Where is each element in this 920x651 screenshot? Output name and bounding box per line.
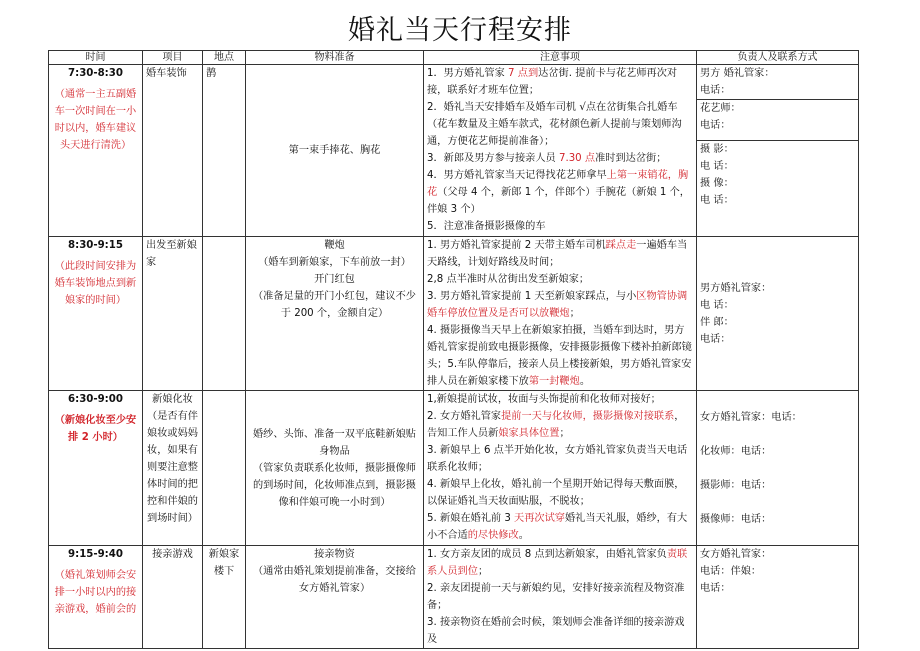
time-note: （通常一主五副婚车一次时间在一小时以内，婚车建议头天进行清洗） [54,89,137,151]
header-contacts: 负责人及联系方式 [697,51,859,65]
note-highlight: 责联系人员到位 [427,549,688,577]
materials-cell [246,237,424,391]
note-item [427,237,693,271]
header-time: 时间 [49,51,143,65]
contacts-cell [697,65,859,237]
note-highlight: 娘家具体位置 [498,428,560,439]
contact-line: 摄像师：电话： [700,513,772,525]
note-text: ； [559,428,570,439]
table-row [49,237,859,391]
note-text: 2. 亲友团提前一天与新娘约见，安排好接亲流程及物资准备； [427,583,685,611]
materials-cell [246,65,424,237]
materials-line: （管家负责联系化妆师，摄影摄像师的到场时间，化妆师准点到，摄影摄像和伴娘可晚一小时到） [253,462,416,508]
notes-cell [424,391,697,546]
note-item [427,546,693,580]
note-highlight: 踩点走 [605,240,637,251]
note-text: 4. 新娘早上化妆，婚礼前一个星期开始记得每天敷面膜，以保证婚礼当天妆面贴服，不脱妆； [427,479,685,507]
project-cell: 婚车装饰 [143,65,203,237]
location-cell: 新娘家楼下 [203,546,246,649]
location-cell [203,391,246,546]
note-text: 3. 接亲物资在婚前会时候，策划师会准备详细的接亲游戏及 [427,617,685,645]
header-project: 项目 [143,51,203,65]
contact-line: 男方婚礼管家： [700,282,772,294]
note-text: 1,新娘提前试妆，妆面与头饰提前和化妆师对接好； [427,394,661,405]
table-row [49,65,859,237]
contact-line: 化妆师：电话： [700,445,772,457]
note-text: ； [477,566,489,577]
note-text: 1. 男方婚礼管家提前 2 天带主婚车司机 [427,240,606,251]
note-highlight: 7 点到 [508,68,539,79]
note-text: 2,8 点半准时从岔街出发至新娘家； [427,274,590,285]
note-item [427,408,693,442]
contact-line: 电 话： [700,299,734,311]
note-highlight: 上第一束销花，胸花 [427,170,689,198]
contact-line: 男方 婚礼管家： [700,68,775,79]
time-range: 8:30-9:15 [68,240,123,251]
contact-line: 电话： [697,82,858,100]
time-range: 6:30-9:00 [68,394,123,405]
note-item [427,476,693,510]
contact-line: 电话：伴娘： [700,566,762,577]
note-item [427,322,693,390]
time-range: 7:30-8:30 [68,68,123,79]
location-cell [203,237,246,391]
time-cell [49,546,143,649]
note-highlight: 区物管协调婚车停放位置及是否可以放鞭炮 [427,291,688,319]
time-note: （新娘化妆至少安排 2 小时） [54,415,137,443]
materials-cell [246,546,424,649]
note-item [427,65,693,99]
contact-line: 电 话： [700,195,734,206]
note-item [427,218,693,235]
note-item [427,288,693,322]
notes-cell [424,237,697,391]
contact-line: 摄 影： [700,144,734,155]
note-highlight: 7.30 点 [558,153,596,164]
note-text: ； [569,308,580,319]
note-text: 1．男方婚礼管家 [427,68,509,79]
note-item [427,391,693,408]
location-cell: 鹊 [203,65,246,237]
materials-line: 开门红包 [314,274,355,285]
project-cell: 出发至新娘家 [143,237,203,391]
contact-line: 女方婚礼管家：电话： [700,411,802,423]
note-text: 。 [518,530,529,541]
materials-line: 鞭炮 [324,240,345,251]
note-item [427,614,693,648]
note-text: 5．注意准备摄影摄像的车 [427,221,546,232]
materials-line: 婚纱、头饰、准备一双平底鞋新娘贴身物品 [253,428,416,457]
table-row [49,546,859,649]
header-notes: 注意事项 [424,51,697,65]
note-text: 2．婚礼当天安排婚车及婚车司机 √点在岔街集合扎婚车（花车数量及主婚车款式，花材颜色新人提前与策划师沟通，方便花艺师提前准备）； [427,102,682,147]
note-item [427,580,693,614]
notes-cell [424,65,697,237]
note-text: 婚礼当天礼服，婚纱，有大小不合适 [427,513,688,541]
materials-line: 接亲物资 [314,549,355,560]
note-highlight: 提前一天与化妆师，摄影摄像对接联系 [501,411,675,422]
note-text: 。 [579,376,590,387]
note-item [427,150,693,167]
note-text: 准时到达岔街； [595,153,667,164]
contact-line: 女方婚礼管家： [700,549,772,560]
materials-line: （通常由婚礼策划提前准备，交接给女方婚礼管家） [253,566,416,594]
note-text: 1. 女方亲友团的成员 8 点到达新娘家，由婚礼管家负 [427,549,667,560]
materials-cell [246,391,424,546]
contacts-cell [697,546,859,649]
contact-line: 电 话： [700,161,734,172]
contacts-cell [697,391,859,546]
contacts-cell [697,237,859,391]
contact-line: 摄 像： [700,178,734,189]
note-text: 一遍婚车当天路线，计划好路线及时间； [427,240,688,268]
contact-line: 伴 郎： [700,316,734,328]
note-item [427,167,693,218]
time-cell [49,391,143,546]
note-highlight: 第一封鞭炮 [528,376,580,387]
note-highlight: 天再次试穿 [514,513,565,524]
project-cell: 新娘化妆（是否有伴娘妆或妈妈妆，如果有则要注意整体时间的把控和伴娘的到场时间） [143,391,203,546]
contact-line: 摄影师：电话： [700,479,772,491]
notes-cell [424,546,697,649]
time-note: （婚礼策划师会安排一小时以内的接亲游戏，婚前会的 [54,570,137,615]
time-cell [49,237,143,391]
note-text: 达岔街. 提前卡与花艺师再次对接，联系好才班车位置； [427,68,678,96]
header-materials: 物料准备 [246,51,424,65]
header-location: 地点 [203,51,246,65]
note-highlight: 的尽快修改 [467,530,519,541]
time-range: 9:15-9:40 [68,549,123,560]
note-item [427,271,693,288]
contact-line: 电话： [700,583,731,594]
materials-line: （准备足量的开门小红包，建议不少于 200 个，金额自定） [253,291,416,319]
note-text: 4．男方婚礼管家当天记得找花艺师拿早 [427,170,607,181]
note-text: 3. 新娘早上 6 点半开始化妆，女方婚礼管家负责当天电话联系化妆师； [427,445,688,473]
schedule-table [48,50,859,649]
contact-line: 花艺师： [700,103,741,114]
note-text: （父母 4 个，新郎 1 个，伴郎个）手腕花（新娘 1 个，伴娘 3 个） [427,187,690,215]
note-item [427,510,693,544]
project-cell: 接亲游戏 [143,546,203,649]
note-text: 2. 女方婚礼管家 [427,411,502,422]
note-text: 3. 男方婚礼管家提前 1 天至新娘家踩点，与小 [427,291,637,302]
page-title: 婚礼当天行程安排 [348,15,572,46]
table-header-row [49,51,859,65]
note-text: 4. 摄影摄像当天早上在新娘家拍摄，当婚车到达时，男方婚礼管家提前致电摄影摄像，安排摄影摄像下楼补拍新郎镜头；5.车队停靠后，接亲人员上楼接新娘，男方婚礼管家安排人员在新娘家楼下放 [427,325,692,387]
note-item [427,99,693,150]
note-text: 3．新郎及男方参与接亲人员 [427,153,559,164]
materials-line: 第一束手捧花、胸花 [288,145,381,156]
time-cell [49,65,143,237]
note-item [427,442,693,476]
time-note: （此段时间安排为婚车装饰地点到新娘家的时间） [54,261,137,306]
materials-line: （婚车到新娘家，下车前放一封） [258,257,411,268]
contact-line: 电话： [697,117,858,141]
contact-line: 电话： [700,333,731,345]
note-text: ，告知工作人员新 [427,411,685,439]
table-row [49,391,859,546]
note-text: 5. 新娘在婚礼前 3 [427,513,515,524]
